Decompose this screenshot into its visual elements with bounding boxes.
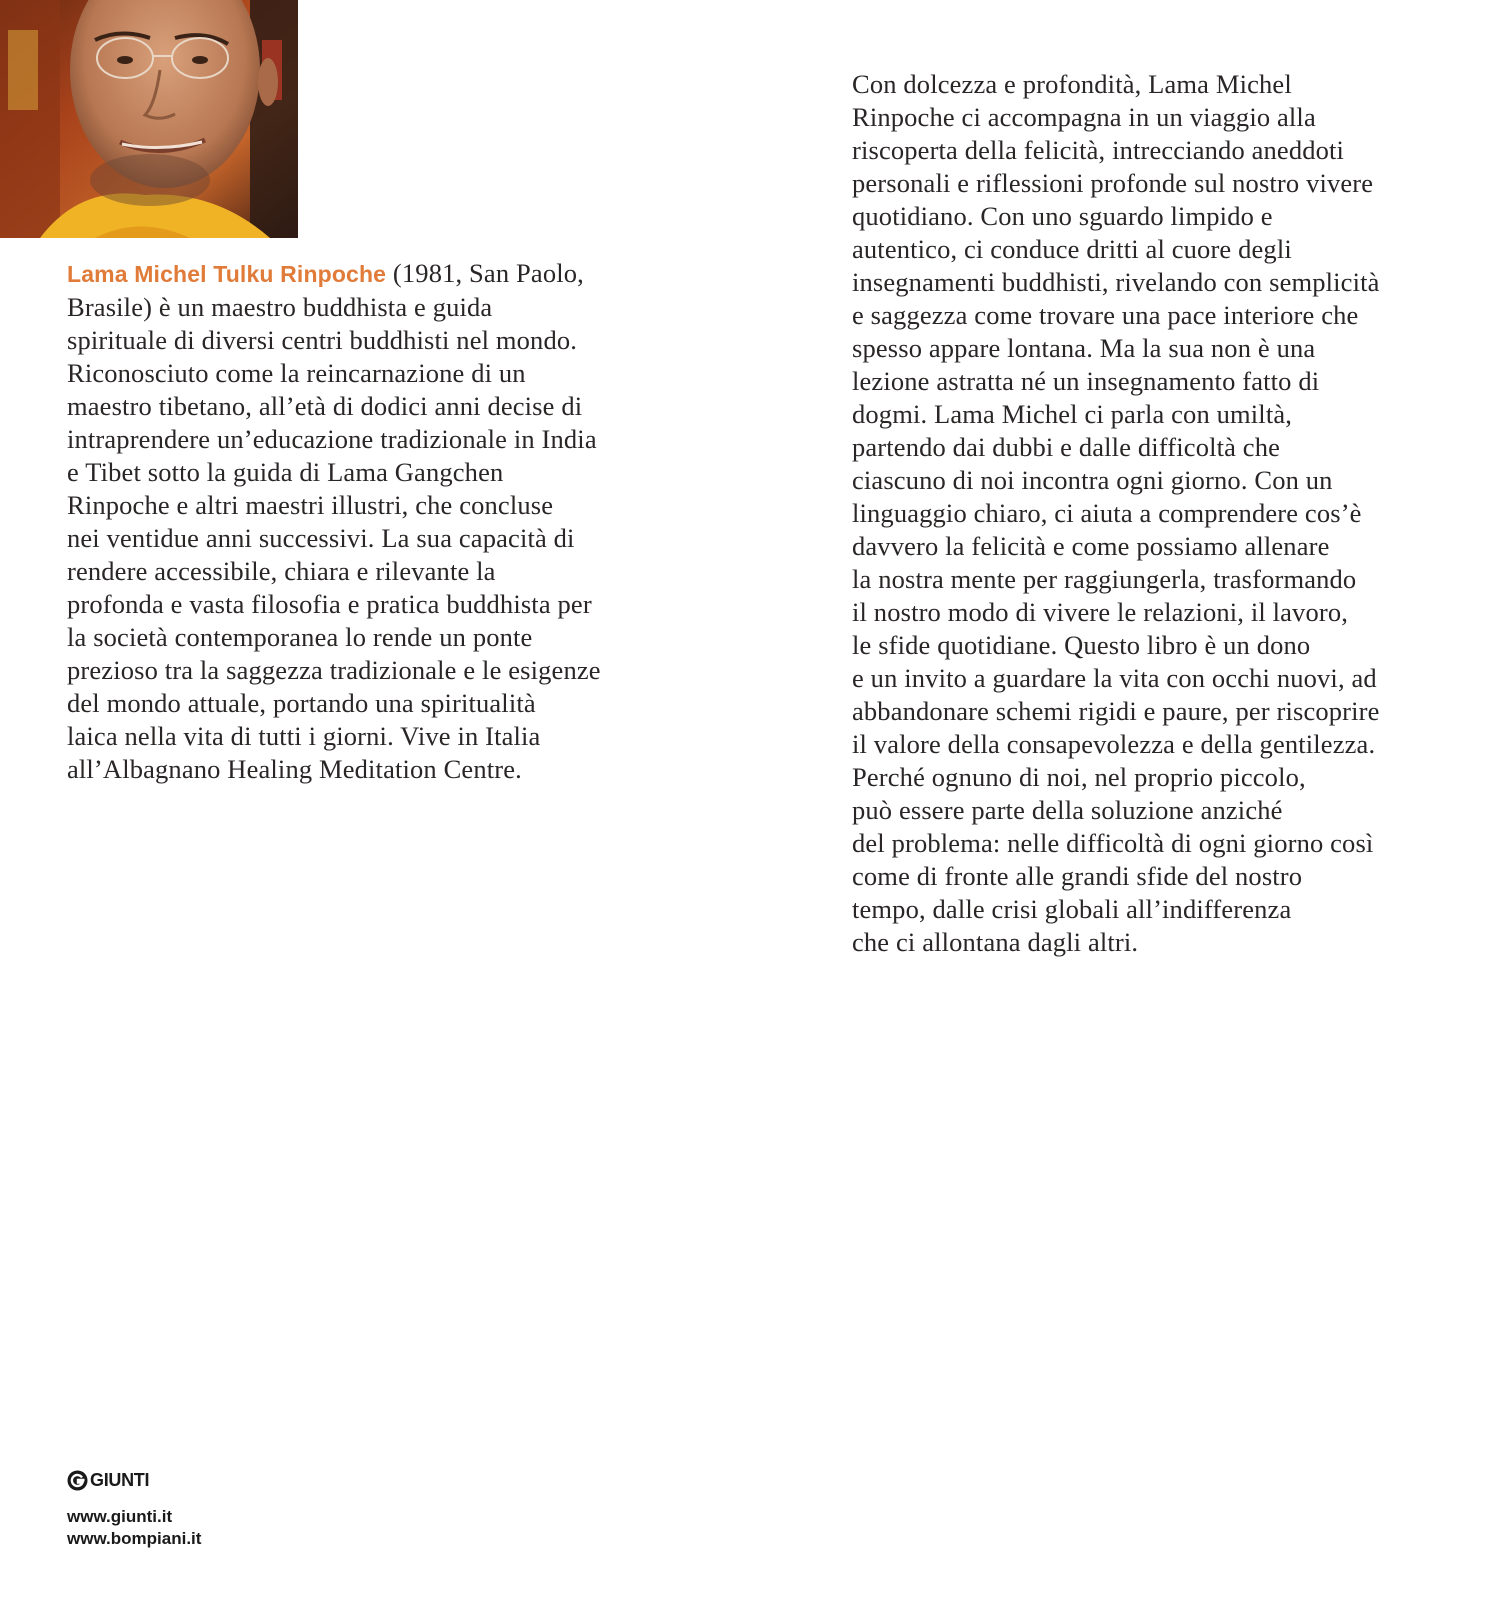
blurb-line: ciascuno di noi incontra ogni giorno. Con un [852,465,1333,495]
bio-line: rendere accessibile, chiara e rilevante la [67,556,496,586]
publisher-url-bompiani[interactable]: www.bompiani.it [67,1529,202,1548]
blurb-line: personali e riflessioni profonde sul nostro vivere [852,168,1374,198]
giunti-g-icon [67,1470,88,1491]
publisher-block [67,1468,201,1550]
bio-line: profonda e vasta filosofia e pratica buddhista per [67,589,592,619]
blurb-line: spesso appare lontana. Ma la sua non è una [852,333,1316,363]
blurb-line: e saggezza come trovare una pace interiore che [852,300,1359,330]
bio-line: e Tibet sotto la guida di Lama Gangchen [67,457,504,487]
bio-line: laica nella vita di tutti i giorni. Vive in Italia [67,721,541,751]
blurb-line: del problema: nelle difficoltà di ogni giorno così [852,828,1374,858]
blurb-line: può essere parte della soluzione anziché [852,795,1283,825]
blurb-line: abbandonare schemi rigidi e paure, per riscoprire [852,696,1380,726]
author-name: Lama Michel Tulku Rinpoche [67,261,387,287]
blurb-line: insegnamenti buddhisti, rivelando con semplicità [852,267,1380,297]
publisher-url-giunti[interactable]: www.giunti.it [67,1507,173,1526]
bio-line: nei ventidue anni successivi. La sua capacità di [67,523,575,553]
blurb-line: le sfide quotidiane. Questo libro è un dono [852,630,1311,660]
blurb-line: quotidiano. Con uno sguardo limpido e [852,201,1273,231]
blurb-line: che ci allontana dagli altri. [852,927,1139,957]
blurb-line: autentico, ci conduce dritti al cuore degli [852,234,1292,264]
giunti-logo [67,1468,201,1492]
blurb-line: dogmi. Lama Michel ci parla con umiltà, [852,399,1293,429]
bio-first-line [67,257,657,291]
blurb-line: partendo dai dubbi e dalle difficoltà che [852,432,1281,462]
author-bio [67,257,657,786]
bio-line: Brasile) è un maestro buddhista e guida [67,292,493,322]
blurb-line: Perché ognuno di noi, nel proprio piccolo, [852,762,1306,792]
bio-line: intraprendere un’educazione tradizionale in India [67,424,597,454]
blurb-line: tempo, dalle crisi globali all’indifferenza [852,894,1292,924]
blurb-line: Rinpoche ci accompagna in un viaggio alla [852,102,1316,132]
bio-line: spirituale di diversi centri buddhisti nel mondo. [67,325,578,355]
blurb-line: la nostra mente per raggiungerla, trasformando [852,564,1357,594]
book-blurb [852,68,1452,959]
bio-line: maestro tibetano, all’età di dodici anni decise di [67,391,583,421]
blurb-line: riscoperta della felicità, intrecciando aneddoti [852,135,1345,165]
blurb-line: davvero la felicità e come possiamo allenare [852,531,1330,561]
blurb-line: e un invito a guardare la vita con occhi nuovi, ad [852,663,1377,693]
blurb-line: Con dolcezza e profondità, Lama Michel [852,69,1292,99]
bio-first-line-rest: (1981, San Paolo, [386,258,584,288]
bio-line: Rinpoche e altri maestri illustri, che concluse [67,490,554,520]
bio-line: Riconosciuto come la reincarnazione di un [67,358,526,388]
blurb-line: lezione astratta né un insegnamento fatto di [852,366,1320,396]
bio-line: del mondo attuale, portando una spiritualità [67,688,536,718]
blurb-line: linguaggio chiaro, ci aiuta a comprendere cos’è [852,498,1362,528]
author-photo [0,0,298,238]
bio-line: la società contemporanea lo rende un ponte [67,622,533,652]
bio-line: prezioso tra la saggezza tradizionale e le esigenze [67,655,601,685]
blurb-line: il valore della consapevolezza e della gentilezza. [852,729,1376,759]
bio-line: all’Albagnano Healing Meditation Centre. [67,754,522,784]
blurb-line: il nostro modo di vivere le relazioni, il lavoro, [852,597,1349,627]
publisher-name: GIUNTI [90,1469,150,1490]
blurb-line: come di fronte alle grandi sfide del nostro [852,861,1303,891]
